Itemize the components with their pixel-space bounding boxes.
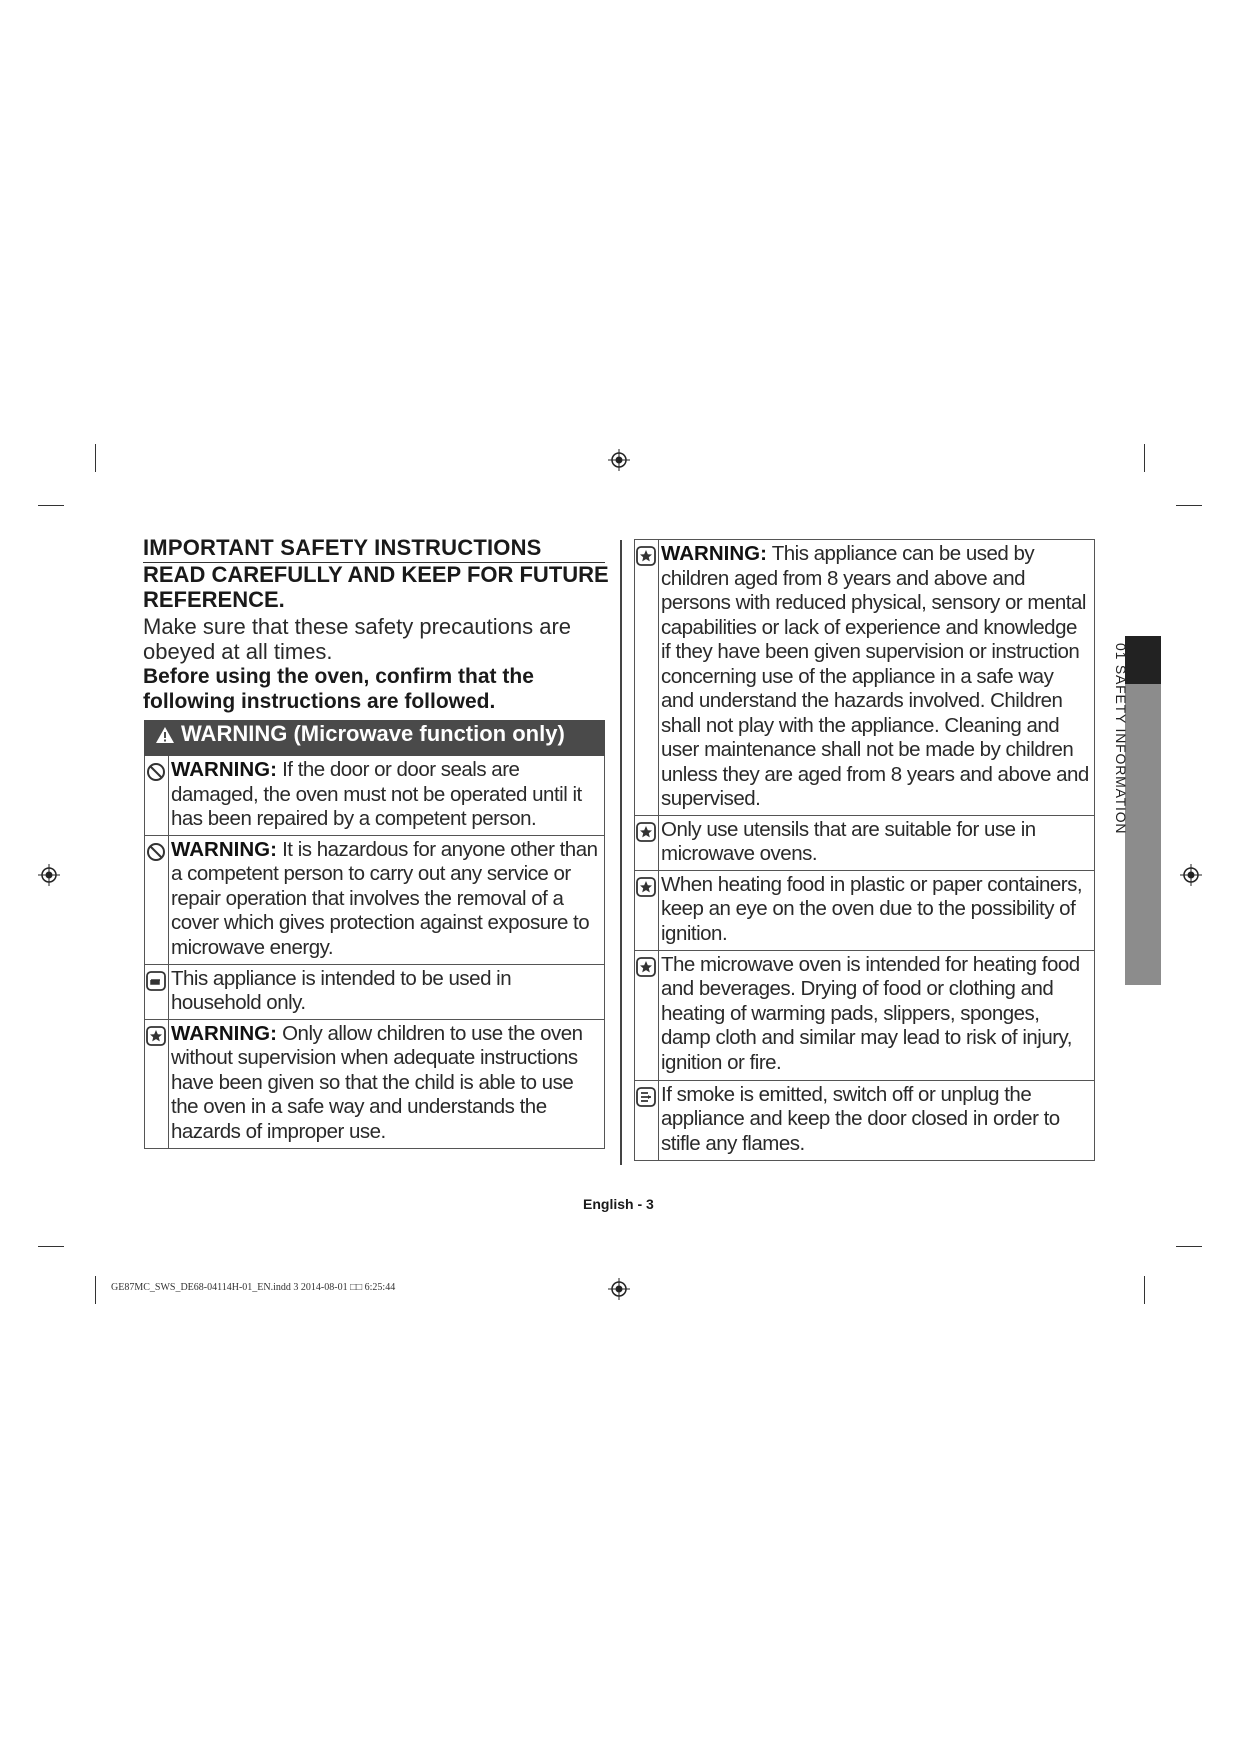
star-icon [146,1026,166,1046]
crop-mark [1176,1246,1202,1247]
star-icon [636,877,656,897]
star-icon [636,822,656,842]
warning-label: WARNING: [171,758,277,781]
list-item [635,540,1095,816]
item-text: Only use utensils that are suitable for use in microwave ovens. [661,817,1036,865]
prohibition-icon [146,762,166,782]
item-text: If smoke is emitted, switch off or unplug the appliance and keep the door closed in order to stifle any flames. [661,1082,1060,1155]
list-item [635,950,1095,1080]
hand-pointer-icon [146,971,166,991]
registration-mark-icon [1180,864,1202,886]
list-item [635,815,1095,870]
page-number: English - 3 [583,1196,654,1212]
item-text: When heating food in plastic or paper containers, keep an eye on the oven due to the possibility of ignition. [661,872,1083,945]
item-text: This appliance is intended to be used in household only. [171,966,512,1014]
read-carefully-heading: READ CAREFULLY AND KEEP FOR FUTURE REFERENCE. [143,562,609,612]
warning-triangle-icon [155,726,175,744]
item-text: The microwave oven is intended for heating food and beverages. Drying of food or clothing and heating of warming pads, slippers, sponges, damp cloth and similar may lead to risk of injury, ignition or fire. [661,952,1080,1074]
warning-banner [145,721,605,756]
crop-mark [1144,1276,1145,1304]
right-warning-table [634,539,1095,1161]
registration-mark-icon [608,449,630,471]
item-text: If the door or door seals are damaged, the oven must not be operated until it has been repaired by a competent person. [171,758,582,830]
item-text: It is hazardous for anyone other than a competent person to carry out any service or repair operation that involves the removal of a cover which gives protection against exposure to microwave energy. [171,837,598,959]
crop-mark [95,444,96,472]
item-text: Only allow children to use the oven without supervision when adequate instructions have been given so that the child is able to use the oven in a safe way and understands the hazards of improper use. [171,1021,583,1143]
list-item [145,756,605,836]
crop-mark [38,1246,64,1247]
warning-label: WARNING: [171,837,277,861]
column-divider [620,540,622,1165]
prohibition-icon [146,842,166,862]
crop-mark [1176,505,1202,506]
warning-label: WARNING: [661,542,767,565]
warning-banner-label: WARNING (Microwave function only) [181,721,565,746]
side-tab-marker [1125,636,1161,684]
list-item [145,1019,605,1148]
section-title: IMPORTANT SAFETY INSTRUCTIONS [143,535,605,563]
star-icon [636,546,656,566]
left-warning-table [144,720,605,1149]
list-item [635,1080,1095,1160]
intro-text: Make sure that these safety precautions are obeyed at all times. [143,614,572,664]
crop-mark [38,505,64,506]
side-tab-label: 01 SAFETY INFORMATION [1113,643,1129,835]
registration-mark-icon [38,864,60,886]
unplug-icon [636,1087,656,1107]
item-text: This appliance can be used by children aged from 8 years and above and persons with reduced physical, sensory or mental capabilities or lack of experience and knowledge if they have been given supervision or instruction concerning use of the appliance in a safe way and understand the hazards involved. Children shall not play with the appliance. Cleaning and user maintenance shall not be made by children unless they are aged from 8 years and above and supervised. [661,542,1089,810]
list-item [145,964,605,1019]
crop-mark [1144,444,1145,472]
registration-mark-icon [608,1278,630,1300]
print-footer: GE87MC_SWS_DE68-04114H-01_EN.indd 3 2014-08-01 □□ 6:25:44 [111,1282,396,1293]
warning-label: WARNING: [171,1021,277,1045]
list-item [635,870,1095,950]
before-using-heading: Before using the oven, confirm that the following instructions are followed. [143,665,534,713]
crop-mark [95,1276,96,1304]
star-icon [636,957,656,977]
list-item [145,835,605,964]
